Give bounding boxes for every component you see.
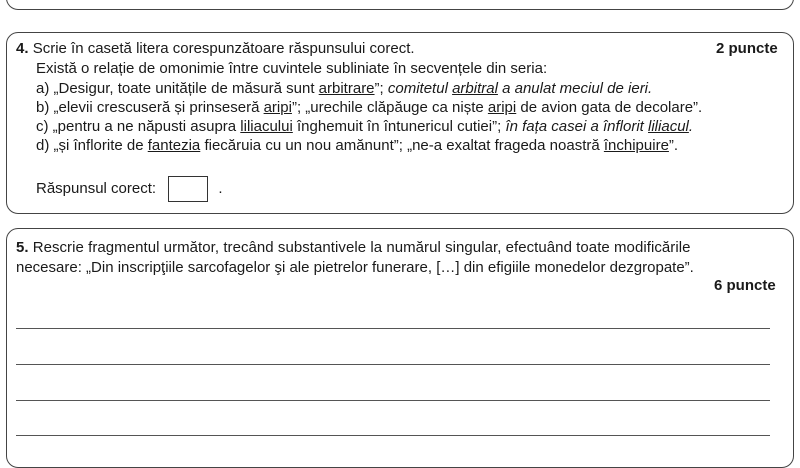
question-4-header [16, 40, 415, 58]
option-b-underlined-1: aripi [263, 99, 292, 116]
question-5-number: 5. [16, 239, 29, 256]
question-4-answer-label: Răspunsul corect: [36, 180, 157, 197]
option-a-text: ”; [374, 80, 388, 97]
question-4-instruction: Scrie în casetă litera corespunzătoare răspunsului corect. [32, 40, 415, 57]
question-4-answer-row [36, 174, 223, 204]
question-5-instruction: Rescrie fragmentul următor, trecând substantivele la numărul singular, efectuând toate modificările [32, 239, 691, 256]
option-b-text: de avion gata de decolare”. [516, 99, 703, 116]
option-a-text: „Desigur, toate unitățile de măsură sunt [53, 80, 319, 97]
question-5-line-2: necesare: „Din inscripţiile sarcofagelor şi ale pietrelor funerare, […] din efigiile monedelor dezgropate”. [16, 259, 694, 276]
option-c-letter: c) [36, 118, 49, 135]
option-c [36, 118, 693, 136]
option-d-underlined-1: fantezia [147, 137, 201, 154]
previous-question-box [6, 0, 794, 10]
question-4-answer-box[interactable] [168, 176, 208, 202]
option-b-letter: b) [36, 99, 50, 116]
question-5-points: 6 puncte [714, 277, 776, 294]
question-4-points: 2 puncte [716, 40, 778, 57]
answer-writing-line[interactable] [16, 400, 770, 401]
option-d-underlined-2: închipuire [603, 137, 669, 154]
option-d-text: „și înflorite de [53, 137, 148, 154]
option-b [36, 99, 702, 117]
option-a-underlined-1: arbitrare [318, 80, 375, 97]
question-5-line-1 [16, 239, 690, 257]
answer-writing-line[interactable] [16, 435, 770, 436]
option-b-text: „elevii crescuseră și prinseseră [53, 99, 264, 116]
question-4-number: 4. [16, 40, 29, 57]
option-a-underlined-2: arbitral [452, 80, 498, 97]
answer-writing-line[interactable] [16, 364, 770, 365]
option-c-italic: . [688, 118, 694, 135]
option-a-italic: a anulat meciul de ieri. [497, 80, 653, 97]
option-c-underlined-2: liliacul [648, 118, 689, 135]
option-d-text: fiecăruia cu un nou amănunt”; „ne-a exaltat frageda noastră [200, 137, 604, 154]
option-a-italic: comitetul [387, 80, 453, 97]
option-c-text: înghemuit în întunericul cutiei”; [292, 118, 506, 135]
option-c-italic: în fața casei a înflorit [505, 118, 649, 135]
question-4-prompt: Există o relație de omonimie între cuvintele subliniate în secvențele din seria: [36, 60, 548, 77]
option-c-text: „pentru a ne năpusti asupra [52, 118, 241, 135]
option-d [36, 137, 678, 155]
option-c-underlined-1: liliacului [240, 118, 293, 135]
option-a-letter: a) [36, 80, 50, 97]
option-a [36, 80, 652, 98]
answer-writing-line[interactable] [16, 328, 770, 329]
option-b-underlined-2: aripi [487, 99, 517, 116]
option-b-text: ”; „urechile clăpăuge ca niște [291, 99, 488, 116]
option-d-text: ”. [668, 137, 679, 154]
question-4-answer-tail: . [218, 180, 223, 197]
option-d-letter: d) [36, 137, 50, 154]
